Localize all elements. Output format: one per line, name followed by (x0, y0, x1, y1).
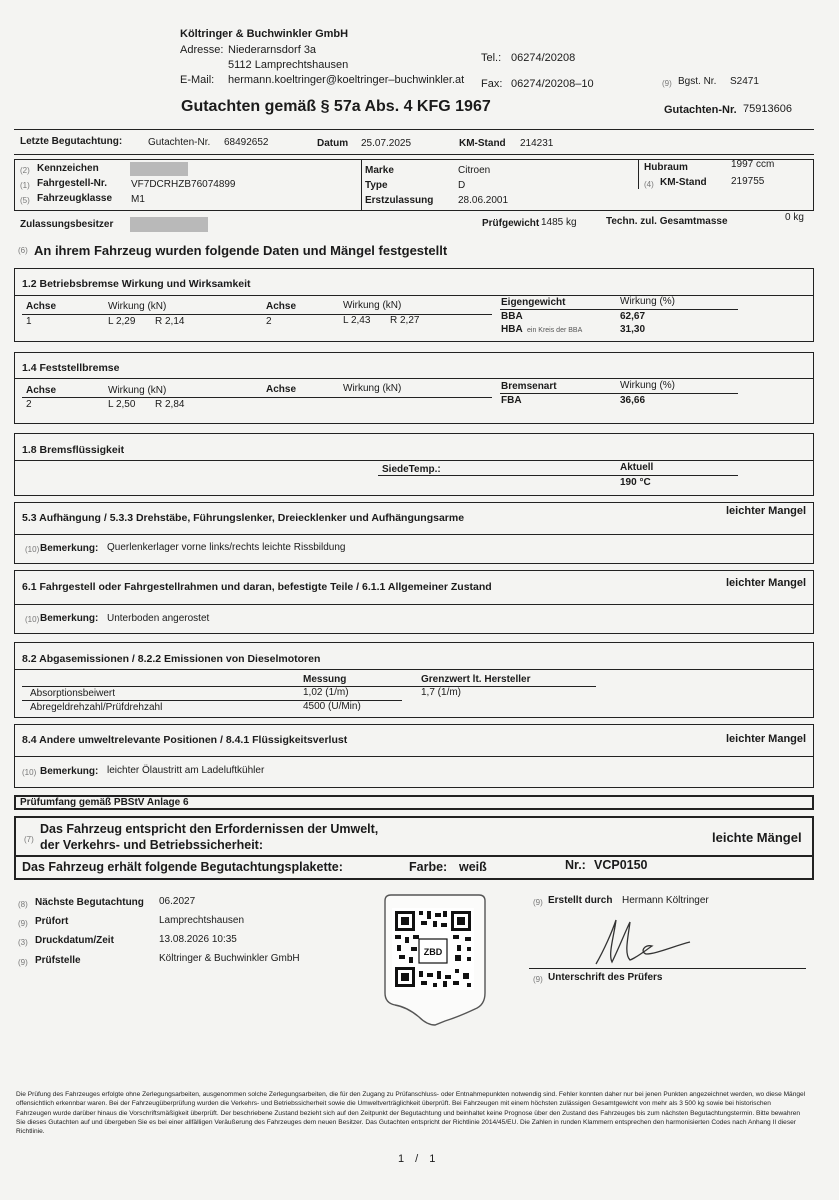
achse-label: Achse (26, 301, 57, 312)
result-verdict: leichte Mängel (712, 830, 802, 845)
bemerkung-text: leichter Ölaustritt am Ladeluftkühler (107, 765, 265, 776)
erstzul-value: 28.06.2001 (458, 195, 509, 206)
disclaimer-text: Die Prüfung des Fahrzeuges erfolgte ohne Zerlegungsarbeiten, ausgenommen solche Zerlegungsarbeiten, die für den Zugang zu Prüfanschluss- oder Entnahmepunkten notwendig sind. Fehler konnten daher nur bei jenen Punkten angezeichnet werden, wo diese Mängel offensichtlich erkennbar waren. Bei der Fahrzeugüberprüfung wurden die Verkehrs- und Betriebssicherheit sowie die Umweltverträglichkeit überprüft. Bei Fahrzeugen mit einem höchsten zulässigen Gesamtgewicht von mehr als 3 500 kg sowie bei historischen Fahrzeugen wurde darüber hinaus die Vorschriftsmäßigkeit überprüft. Der beschriebene Zustand bezieht sich auf den Zeitpunkt der Begutachtung und beinhaltet keine Prognose über den Zustand des Fahrzeuges bis zum nächsten Begutachtungstermin. Bitte bewahren Sie dieses Gutachten auf und übergeben Sie es bei einer allfälligen Veräußerung des Fahrzeuges dem neuen Besitzer. Das Gutachten entspricht der Richtlinie 2014/45/EU. Die Zahlen in runden Klammern entsprechen den harmonisierten Codes nach Anhang II dieser Richtlinie. (16, 1091, 806, 1136)
plakette-label: Das Fahrzeug erhält folgende Begutachtungsplakette: (22, 860, 343, 874)
result-code: (7) (24, 835, 34, 844)
km-label: KM-Stand (660, 177, 707, 188)
fgst-value: VF7DCRHZB76074899 (131, 179, 236, 190)
signature-line (529, 968, 806, 969)
kennzeichen-code: (2) (20, 166, 30, 175)
fgst-label: Fahrgestell-Nr. (37, 178, 108, 189)
drehzahl-value: 4500 (U/Min) (303, 701, 361, 712)
divider (361, 159, 362, 211)
type-label: Type (365, 180, 388, 191)
signature-icon (590, 910, 700, 970)
last-check-label: Letzte Begutachtung: (20, 136, 123, 147)
redacted-owner (130, 217, 208, 232)
type-value: D (458, 180, 466, 191)
wirkung-right: R 2,84 (155, 399, 185, 410)
next-label: Nächste Begutachtung (35, 897, 144, 908)
fba-value: 36,66 (620, 395, 646, 406)
hubraum-label: Hubraum (644, 162, 688, 173)
druck-label: Druckdatum/Zeit (35, 935, 114, 946)
gesamtmasse-value: 0 kg (785, 212, 804, 223)
report-title: Gutachten gemäß § 57a Abs. 4 KFG 1967 (181, 98, 491, 115)
divider (14, 669, 814, 670)
marke-label: Marke (365, 165, 394, 176)
stelle-code: (9) (18, 958, 28, 967)
erstellt-value: Hermann Költringer (622, 895, 709, 906)
scope-text: Prüfumfang gemäß PBStV Anlage 6 (20, 797, 189, 808)
hba-note: ein Kreis der BBA (527, 327, 583, 334)
hba-label: HBA (501, 324, 523, 335)
plakette-nr-value: VCP0150 (594, 858, 648, 872)
divider (500, 393, 738, 394)
wirkung-left: L 2,29 (108, 316, 136, 327)
ort-value: Lamprechtshausen (159, 915, 245, 926)
plakette-qr-seal (383, 893, 487, 1027)
hba-value: 31,30 (620, 324, 646, 335)
siede-label: SiedeTemp.: (382, 464, 441, 475)
section-title-8-2: 8.2 Abgasemissionen / 8.2.2 Emissionen von Dieselmotoren (22, 653, 321, 665)
findings-code: (6) (18, 246, 28, 255)
divider (14, 534, 814, 535)
last-km-value: 214231 (520, 138, 554, 149)
wirkung-pct-label: Wirkung (%) (620, 296, 676, 307)
achse-value: 2 (266, 316, 272, 327)
bemerkung-label: Bemerkung: (40, 766, 99, 777)
address-label: Adresse: (180, 44, 224, 56)
km-code: (4) (644, 180, 654, 189)
klasse-label: Fahrzeugklasse (37, 193, 113, 204)
wirkung-right: R 2,27 (390, 315, 420, 326)
last-gutachten-value: 68492652 (224, 137, 269, 148)
divider (378, 475, 738, 476)
achse-value: 2 (26, 399, 32, 410)
eigengewicht-label: Eigengewicht (501, 297, 566, 308)
divider (14, 295, 814, 296)
divider (638, 159, 639, 189)
gesamtmasse-label: Techn. zul. Gesamtmasse (606, 216, 728, 227)
result-line2: der Verkehrs- und Betriebssicherheit: (40, 838, 263, 852)
gutachten-nr-value: 75913606 (743, 103, 792, 115)
messung-label: Messung (303, 674, 347, 685)
last-date-value: 25.07.2025 (361, 138, 412, 149)
kennzeichen-label: Kennzeichen (37, 163, 99, 174)
defect-level: leichter Mangel (726, 733, 807, 745)
next-code: (8) (18, 900, 28, 909)
druck-code: (3) (18, 938, 28, 947)
klasse-code: (5) (20, 196, 30, 205)
stelle-value: Költringer & Buchwinkler GmbH (159, 953, 300, 964)
wirkung-label: Wirkung (kN) (108, 385, 167, 396)
achse-label: Achse (26, 385, 57, 396)
section-box-6-1 (14, 570, 814, 634)
achse-value: 1 (26, 316, 32, 327)
email-value: hermann.koeltringer@koeltringer–buchwinkler.at (228, 74, 465, 86)
last-km-label: KM-Stand (459, 138, 506, 149)
plakette-nr-label: Nr.: (565, 858, 586, 872)
bgst-code: (9) (662, 79, 672, 88)
divider (14, 378, 814, 379)
wirkung-pct-label: Wirkung (%) (620, 380, 676, 391)
fgst-code: (1) (20, 181, 30, 190)
besitzer-label: Zulassungsbesitzer (20, 219, 114, 230)
divider (22, 314, 492, 315)
ort-code: (9) (18, 919, 28, 928)
redacted-plate (130, 162, 188, 176)
pruefgewicht-value: 1485 kg (541, 217, 577, 228)
bba-label: BBA (501, 311, 523, 322)
bemerkung-code: (10) (22, 768, 37, 777)
last-gutachten-label: Gutachten-Nr. (148, 137, 211, 148)
section-title-5-3: 5.3 Aufhängung / 5.3.3 Drehstäbe, Führungslenker, Dreiecklenker und Aufhängungsarme (22, 512, 465, 524)
achse-label: Achse (266, 301, 297, 312)
next-value: 06.2027 (159, 896, 196, 907)
divider (14, 154, 814, 155)
hubraum-value: 1997 ccm (731, 159, 775, 170)
bemerkung-text: Querlenkerlager vorne links/rechts leichte Rissbildung (107, 542, 346, 553)
wirkung-left: L 2,43 (343, 315, 371, 326)
km-value: 219755 (731, 176, 765, 187)
divider (500, 309, 738, 310)
bremsenart-label: Bremsenart (501, 381, 557, 392)
farbe-value: weiß (459, 860, 487, 874)
erstellt-label: Erstellt durch (548, 895, 613, 906)
drehzahl-label: Abregeldrehzahl/Prüfdrehzahl (30, 702, 163, 713)
aktuell-value: 190 °C (620, 477, 651, 488)
fba-label: FBA (501, 395, 522, 406)
divider (14, 855, 814, 857)
wirkung-label: Wirkung (kN) (343, 383, 402, 394)
bgst-label: Bgst. Nr. (678, 76, 717, 87)
achse-label: Achse (266, 384, 297, 395)
bemerkung-text: Unterboden angerostet (107, 613, 210, 624)
divider (22, 397, 492, 398)
result-line1: Das Fahrzeug entspricht den Erfordernissen der Umwelt, (40, 822, 379, 836)
aktuell-label: Aktuell (620, 462, 654, 473)
section-title-1-2: 1.2 Betriebsbremse Wirkung und Wirksamkeit (22, 278, 251, 290)
findings-title: An ihrem Fahrzeug wurden folgende Daten und Mängel festgestellt (34, 243, 448, 258)
divider (14, 604, 814, 605)
bba-value: 62,67 (620, 311, 646, 322)
wirkung-right: R 2,14 (155, 316, 185, 327)
section-title-1-8: 1.8 Bremsflüssigkeit (22, 444, 125, 456)
bgst-value: S2471 (730, 76, 759, 87)
address-line2: 5112 Lamprechtshausen (228, 59, 349, 71)
email-label: E-Mail: (180, 74, 215, 86)
stelle-label: Prüfstelle (35, 955, 81, 966)
klasse-value: M1 (131, 194, 145, 205)
erstellt-code: (9) (533, 898, 543, 907)
divider (14, 129, 814, 130)
section-title-6-1: 6.1 Fahrgestell oder Fahrgestellrahmen und daran, befestigte Teile / 6.1.1 Allgemeiner Zustand (22, 581, 492, 593)
company-name: Költringer & Buchwinkler GmbH (180, 28, 349, 40)
marke-value: Citroen (458, 165, 491, 176)
ort-label: Prüfort (35, 916, 69, 927)
sig-code: (9) (533, 975, 543, 984)
qr-label: ZBD (423, 947, 443, 957)
bemerkung-label: Bemerkung: (40, 613, 99, 624)
bemerkung-code: (10) (25, 545, 40, 554)
absorption-limit: 1,7 (1/m) (421, 687, 462, 698)
tel-label: Tel.: (481, 52, 502, 64)
address-line1: Niederarnsdorf 3a (228, 44, 317, 56)
grenzwert-label: Grenzwert lt. Hersteller (421, 674, 531, 685)
absorption-label: Absorptionsbeiwert (30, 688, 116, 699)
bemerkung-code: (10) (25, 615, 40, 624)
section-title-8-4: 8.4 Andere umweltrelevante Positionen / 8.4.1 Flüssigkeitsverlust (22, 734, 348, 746)
druck-value: 13.08.2026 10:35 (159, 934, 237, 945)
wirkung-label: Wirkung (kN) (108, 301, 167, 312)
pruefgewicht-label: Prüfgewicht (482, 218, 540, 229)
signature-label: Unterschrift des Prüfers (548, 972, 663, 983)
erstzul-label: Erstzulassung (365, 195, 434, 206)
absorption-value: 1,02 (1/m) (303, 687, 349, 698)
tel-value: 06274/20208 (511, 52, 576, 64)
fax-label: Fax: (481, 78, 503, 90)
section-title-1-4: 1.4 Feststellbremse (22, 362, 120, 374)
gutachten-nr-label: Gutachten-Nr. (664, 104, 737, 116)
page-number: 1 / 1 (398, 1153, 436, 1165)
defect-level: leichter Mangel (726, 577, 807, 589)
defect-level: leichter Mangel (726, 505, 807, 517)
wirkung-label: Wirkung (kN) (343, 300, 402, 311)
wirkung-left: L 2,50 (108, 399, 136, 410)
farbe-label: Farbe: (409, 860, 448, 874)
bemerkung-label: Bemerkung: (40, 543, 99, 554)
fax-value: 06274/20208–10 (511, 78, 594, 90)
divider (14, 756, 814, 757)
last-date-label: Datum (317, 138, 349, 149)
divider (14, 460, 814, 461)
